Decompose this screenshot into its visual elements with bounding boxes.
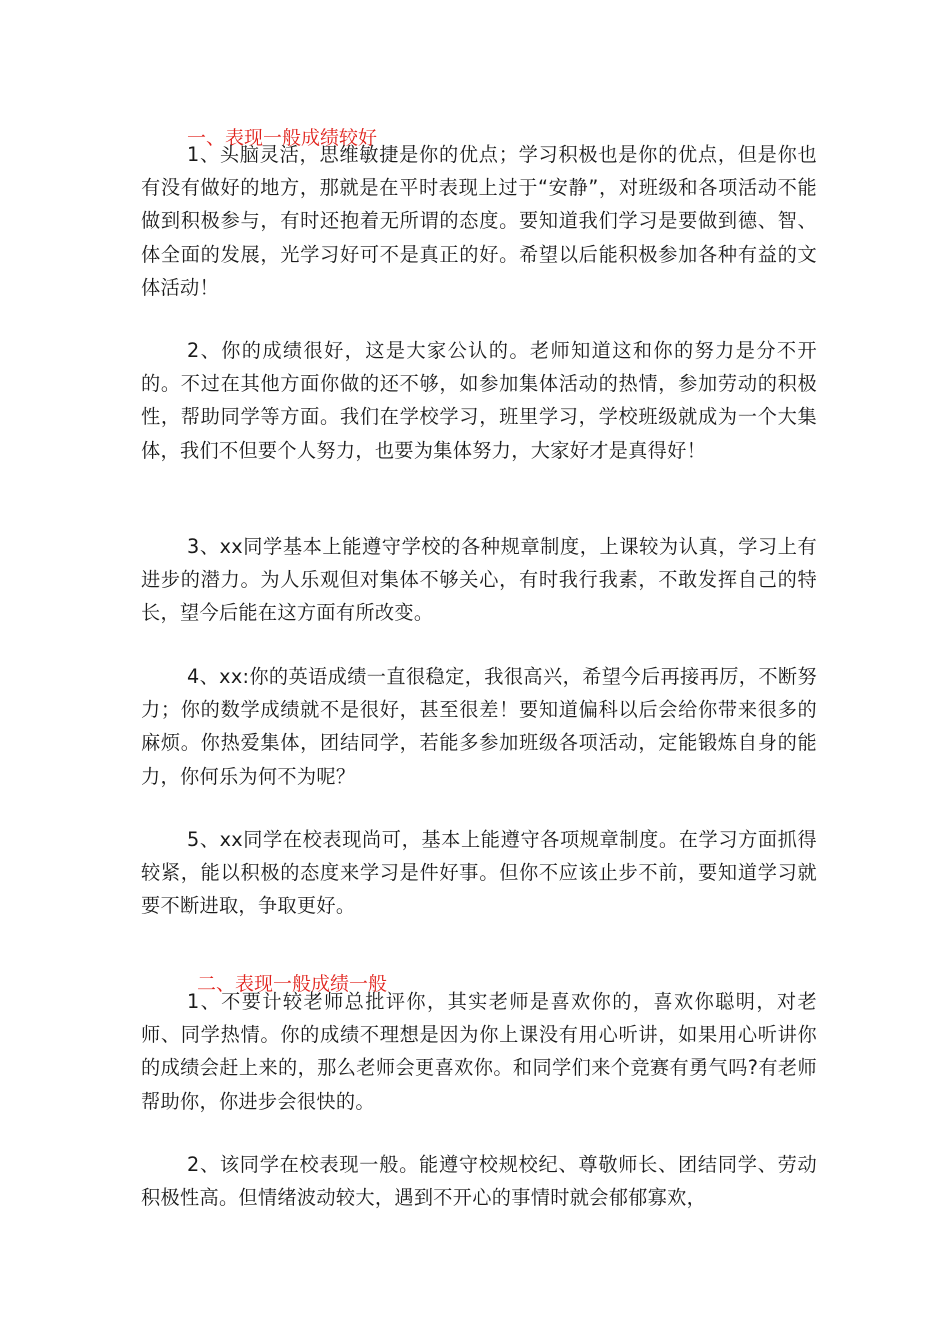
comment-paragraph: 1、头脑灵活，思维敏捷是你的优点；学习积极也是你的优点，但是你也有没有做好的地方，那就是在平时表现上过于“安静”，对班级和各项活动不能做到积极参与，有时还抱着无所谓的态度。要知道我们学习是要做到德、智、体全面的发展，光学习好可不是真正的好。希望以后能积极参加各种有益的文体活动！: [141, 143, 817, 299]
section-heading-performance-average-grades-average: 二、表现一般成绩一般: [197, 972, 388, 995]
section-heading-performance-average-grades-good: 一、表现一般成绩较好: [187, 126, 378, 149]
comment-paragraph: 2、该同学在校表现一般。能遵守校规校纪、尊敬师长、团结同学、劳动积极性高。但情绪波动较大，遇到不开心的事情时就会郁郁寡欢，: [141, 1153, 817, 1210]
comment-paragraph: 2、你的成绩很好，这是大家公认的。老师知道这和你的努力是分不开的。不过在其他方面你做的还不够，如参加集体活动的热情，参加劳动的积极性，帮助同学等方面。我们在学校学习，班里学习，学校班级就成为一个大集体，我们不但要个人努力，也要为集体努力，大家好才是真得好！: [141, 339, 817, 462]
comment-paragraph: 4、xx:你的英语成绩一直很稳定，我很高兴，希望今后再接再厉，不断努力；你的数学成绩就不是很好，甚至很差！要知道偏科以后会给你带来很多的麻烦。你热爱集体，团结同学，若能多参加班级各项活动，定能锻炼自身的能力，你何乐为何不为呢？: [141, 665, 817, 788]
comment-paragraph: 3、xx同学基本上能遵守学校的各种规章制度，上课较为认真，学习上有进步的潜力。为人乐观但对集体不够关心，有时我行我素，不敢发挥自己的特长，望今后能在这方面有所改变。: [141, 535, 817, 625]
comment-paragraph: 1、不要计较老师总批评你，其实老师是喜欢你的，喜欢你聪明，对老师、同学热情。你的成绩不理想是因为你上课没有用心听讲，如果用心听讲你的成绩会赶上来的，那么老师会更喜欢你。和同学们来个竞赛有勇气吗?有老师帮助你，你进步会很快的。: [141, 990, 817, 1113]
comment-paragraph: 5、xx同学在校表现尚可，基本上能遵守各项规章制度。在学习方面抓得较紧，能以积极的态度来学习是件好事。但你不应该止步不前，要知道学习就要不断进取，争取更好。: [141, 828, 817, 918]
